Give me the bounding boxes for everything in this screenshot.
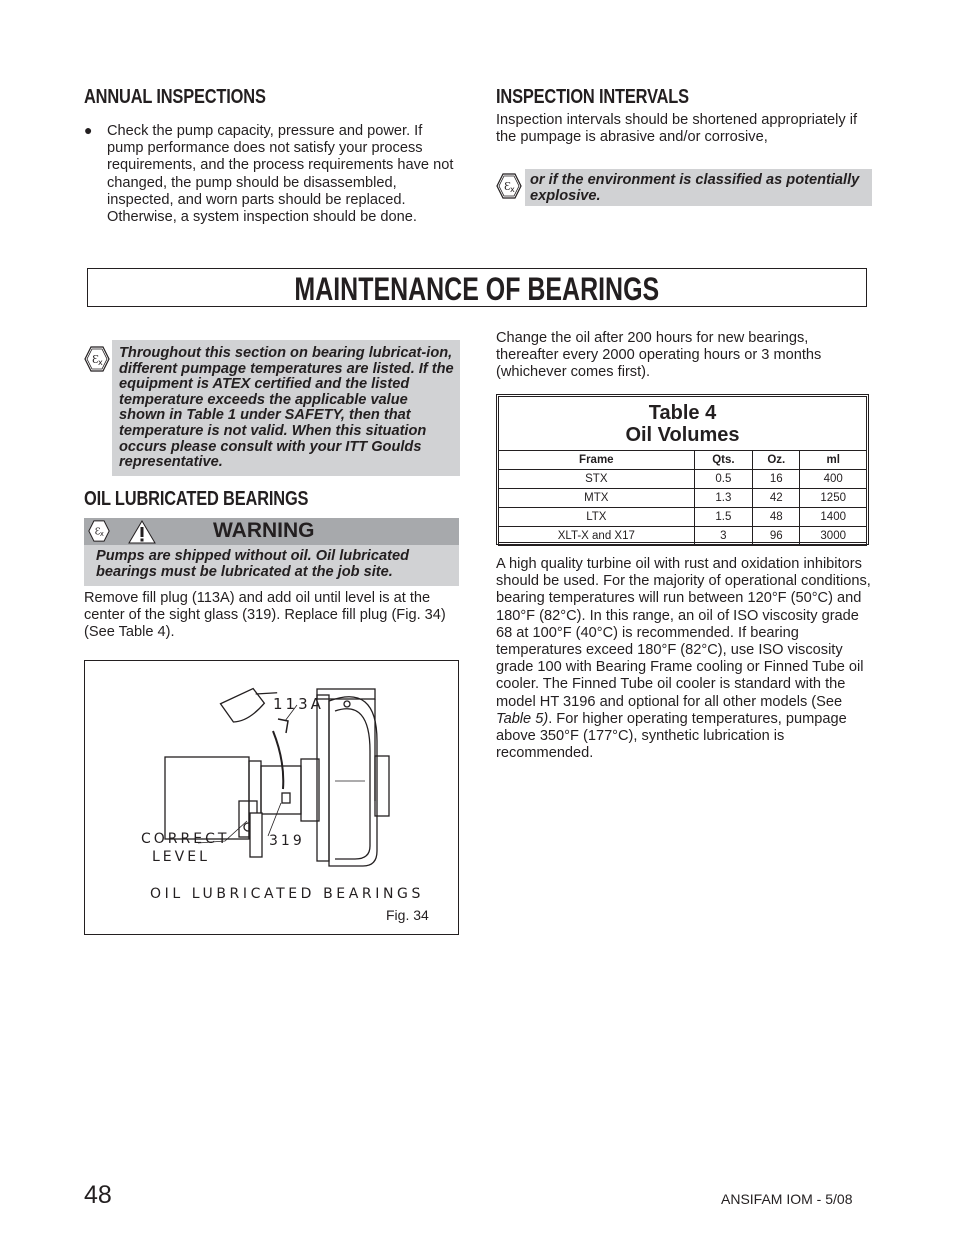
warning-box xyxy=(84,518,459,586)
document-reference: ANSIFAM IOM - 5/08 xyxy=(721,1191,853,1207)
warning-text: Pumps are shipped without oil. Oil lubricated bearings must be lubricated at the job site. xyxy=(96,548,409,580)
table-row xyxy=(499,508,867,527)
table-cell: 400 xyxy=(800,470,867,489)
turbine-oil-text-end: . For higher operating temperatures, pumpage above 350°F (177°C), synthetic lubrication is recommended. xyxy=(496,710,847,762)
table-row xyxy=(499,470,867,489)
section-title: MAINTENANCE OF BEARINGS xyxy=(294,271,660,307)
label-level: LEVEL xyxy=(152,849,210,865)
label-correct: CORRECT xyxy=(141,831,230,847)
pump-drawing xyxy=(85,661,458,934)
table-cell: 1.3 xyxy=(694,489,753,508)
inspection-intervals-text: Inspection intervals should be shortened appropriately if the pumpage is abrasive and/or corrosive, xyxy=(496,112,858,146)
warning-header xyxy=(84,518,459,545)
column-header-frame: Frame xyxy=(499,451,695,470)
svg-text:x: x xyxy=(98,358,103,367)
table-5-reference: Table 5) xyxy=(496,710,549,727)
oil-lubricated-heading: OIL LUBRICATED BEARINGS xyxy=(84,488,309,510)
figure-caption: Fig. 34 xyxy=(386,907,429,923)
fill-plug-instructions: Remove fill plug (113A) and add oil until level is at the center of the sight glass (319). Replace fill plug (Fig. 34) (See Table 4). xyxy=(84,590,446,641)
ex-warning-icon xyxy=(88,520,110,547)
table-cell: STX xyxy=(499,470,695,489)
table-row xyxy=(499,527,867,546)
annual-inspections-heading: ANNUAL INSPECTIONS xyxy=(84,86,266,108)
table-cell: 48 xyxy=(753,508,800,527)
column-header-oz: Oz. xyxy=(753,451,800,470)
atex-note-text: Throughout this section on bearing lubricat-ion, different pumpage temperatures are listed. If the equipment is ATEX certified and the listed temperature exceeds the applicable value shown in Table 1 under SAFETY, then that temperature is not valid. When this situation occurs please consult with your ITT Goulds representative. xyxy=(119,345,454,471)
warning-label: WARNING xyxy=(213,519,315,542)
column-header-ml: ml xyxy=(800,451,867,470)
ex-explosion-icon xyxy=(496,173,522,204)
svg-text:Ɛ: Ɛ xyxy=(94,526,101,538)
svg-text:x: x xyxy=(99,530,104,539)
annual-inspections-text: Check the pump capacity, pressure and power. If pump performance does not satisfy your process requirements, and the process requirements have not changed, the pump should be disassembled, inspected, and worn parts should be replaced. Otherwise, a system inspection should be done. xyxy=(107,123,454,226)
oil-volumes-table xyxy=(498,450,867,546)
bullet-dot: ● xyxy=(84,122,93,138)
svg-text:x: x xyxy=(510,185,515,194)
svg-text:Ɛ: Ɛ xyxy=(504,180,511,193)
label-113a: 113A xyxy=(273,695,324,713)
explosive-note-box xyxy=(525,169,872,206)
turbine-oil-text xyxy=(496,556,874,762)
label-319: 319 xyxy=(269,833,305,849)
table-cell: 3 xyxy=(694,527,753,546)
table-4 xyxy=(496,394,869,545)
table-cell: 42 xyxy=(753,489,800,508)
ex-atex-icon xyxy=(84,346,110,377)
table-cell: 0.5 xyxy=(694,470,753,489)
table-cell: 1.5 xyxy=(694,508,753,527)
table-row xyxy=(499,489,867,508)
svg-text:Ɛ: Ɛ xyxy=(92,353,99,366)
table-header-row xyxy=(499,451,867,470)
turbine-oil-text-main: A high quality turbine oil with rust and oxidation inhibitors should be used. For the majority of operational conditions, bearing temperatures will run between 120°F (50°C) and 180°F (82°C). In this range, an oil of ISO viscosity grade 68 at 100°F (40°C) is recommended. If bearing temperatures exceed 180°F (82°C), use ISO viscosity grade 100 with Bearing Frame cooling or Finned Tube oil cooler. The Finned Tube oil cooler is standard with the model HT 3196 and optional for all other models (See xyxy=(496,556,871,710)
inspection-intervals-heading: INSPECTION INTERVALS xyxy=(496,86,689,108)
section-title-box xyxy=(87,268,867,307)
page-number: 48 xyxy=(84,1181,112,1209)
table-cell: 1250 xyxy=(800,489,867,508)
table-cell: 96 xyxy=(753,527,800,546)
figure-art-caption: OIL LUBRICATED BEARINGS xyxy=(150,886,424,902)
table-title: Table 4 xyxy=(648,402,717,424)
table-cell: 3000 xyxy=(800,527,867,546)
table-cell: 1400 xyxy=(800,508,867,527)
table-cell: MTX xyxy=(499,489,695,508)
column-header-qts: Qts. xyxy=(694,451,753,470)
table-subtitle: Oil Volumes xyxy=(625,424,740,446)
explosive-note-text: or if the environment is classified as potentially explosive. xyxy=(530,172,860,204)
table-cell: XLT-X and X17 xyxy=(499,527,695,546)
table-cell: 16 xyxy=(753,470,800,489)
table-cell: LTX xyxy=(499,508,695,527)
figure-34 xyxy=(84,660,459,935)
atex-note-box xyxy=(112,340,460,476)
oil-change-text: Change the oil after 200 hours for new bearings, thereafter every 2000 operating hours or 3 months (whichever comes first). xyxy=(496,330,822,381)
